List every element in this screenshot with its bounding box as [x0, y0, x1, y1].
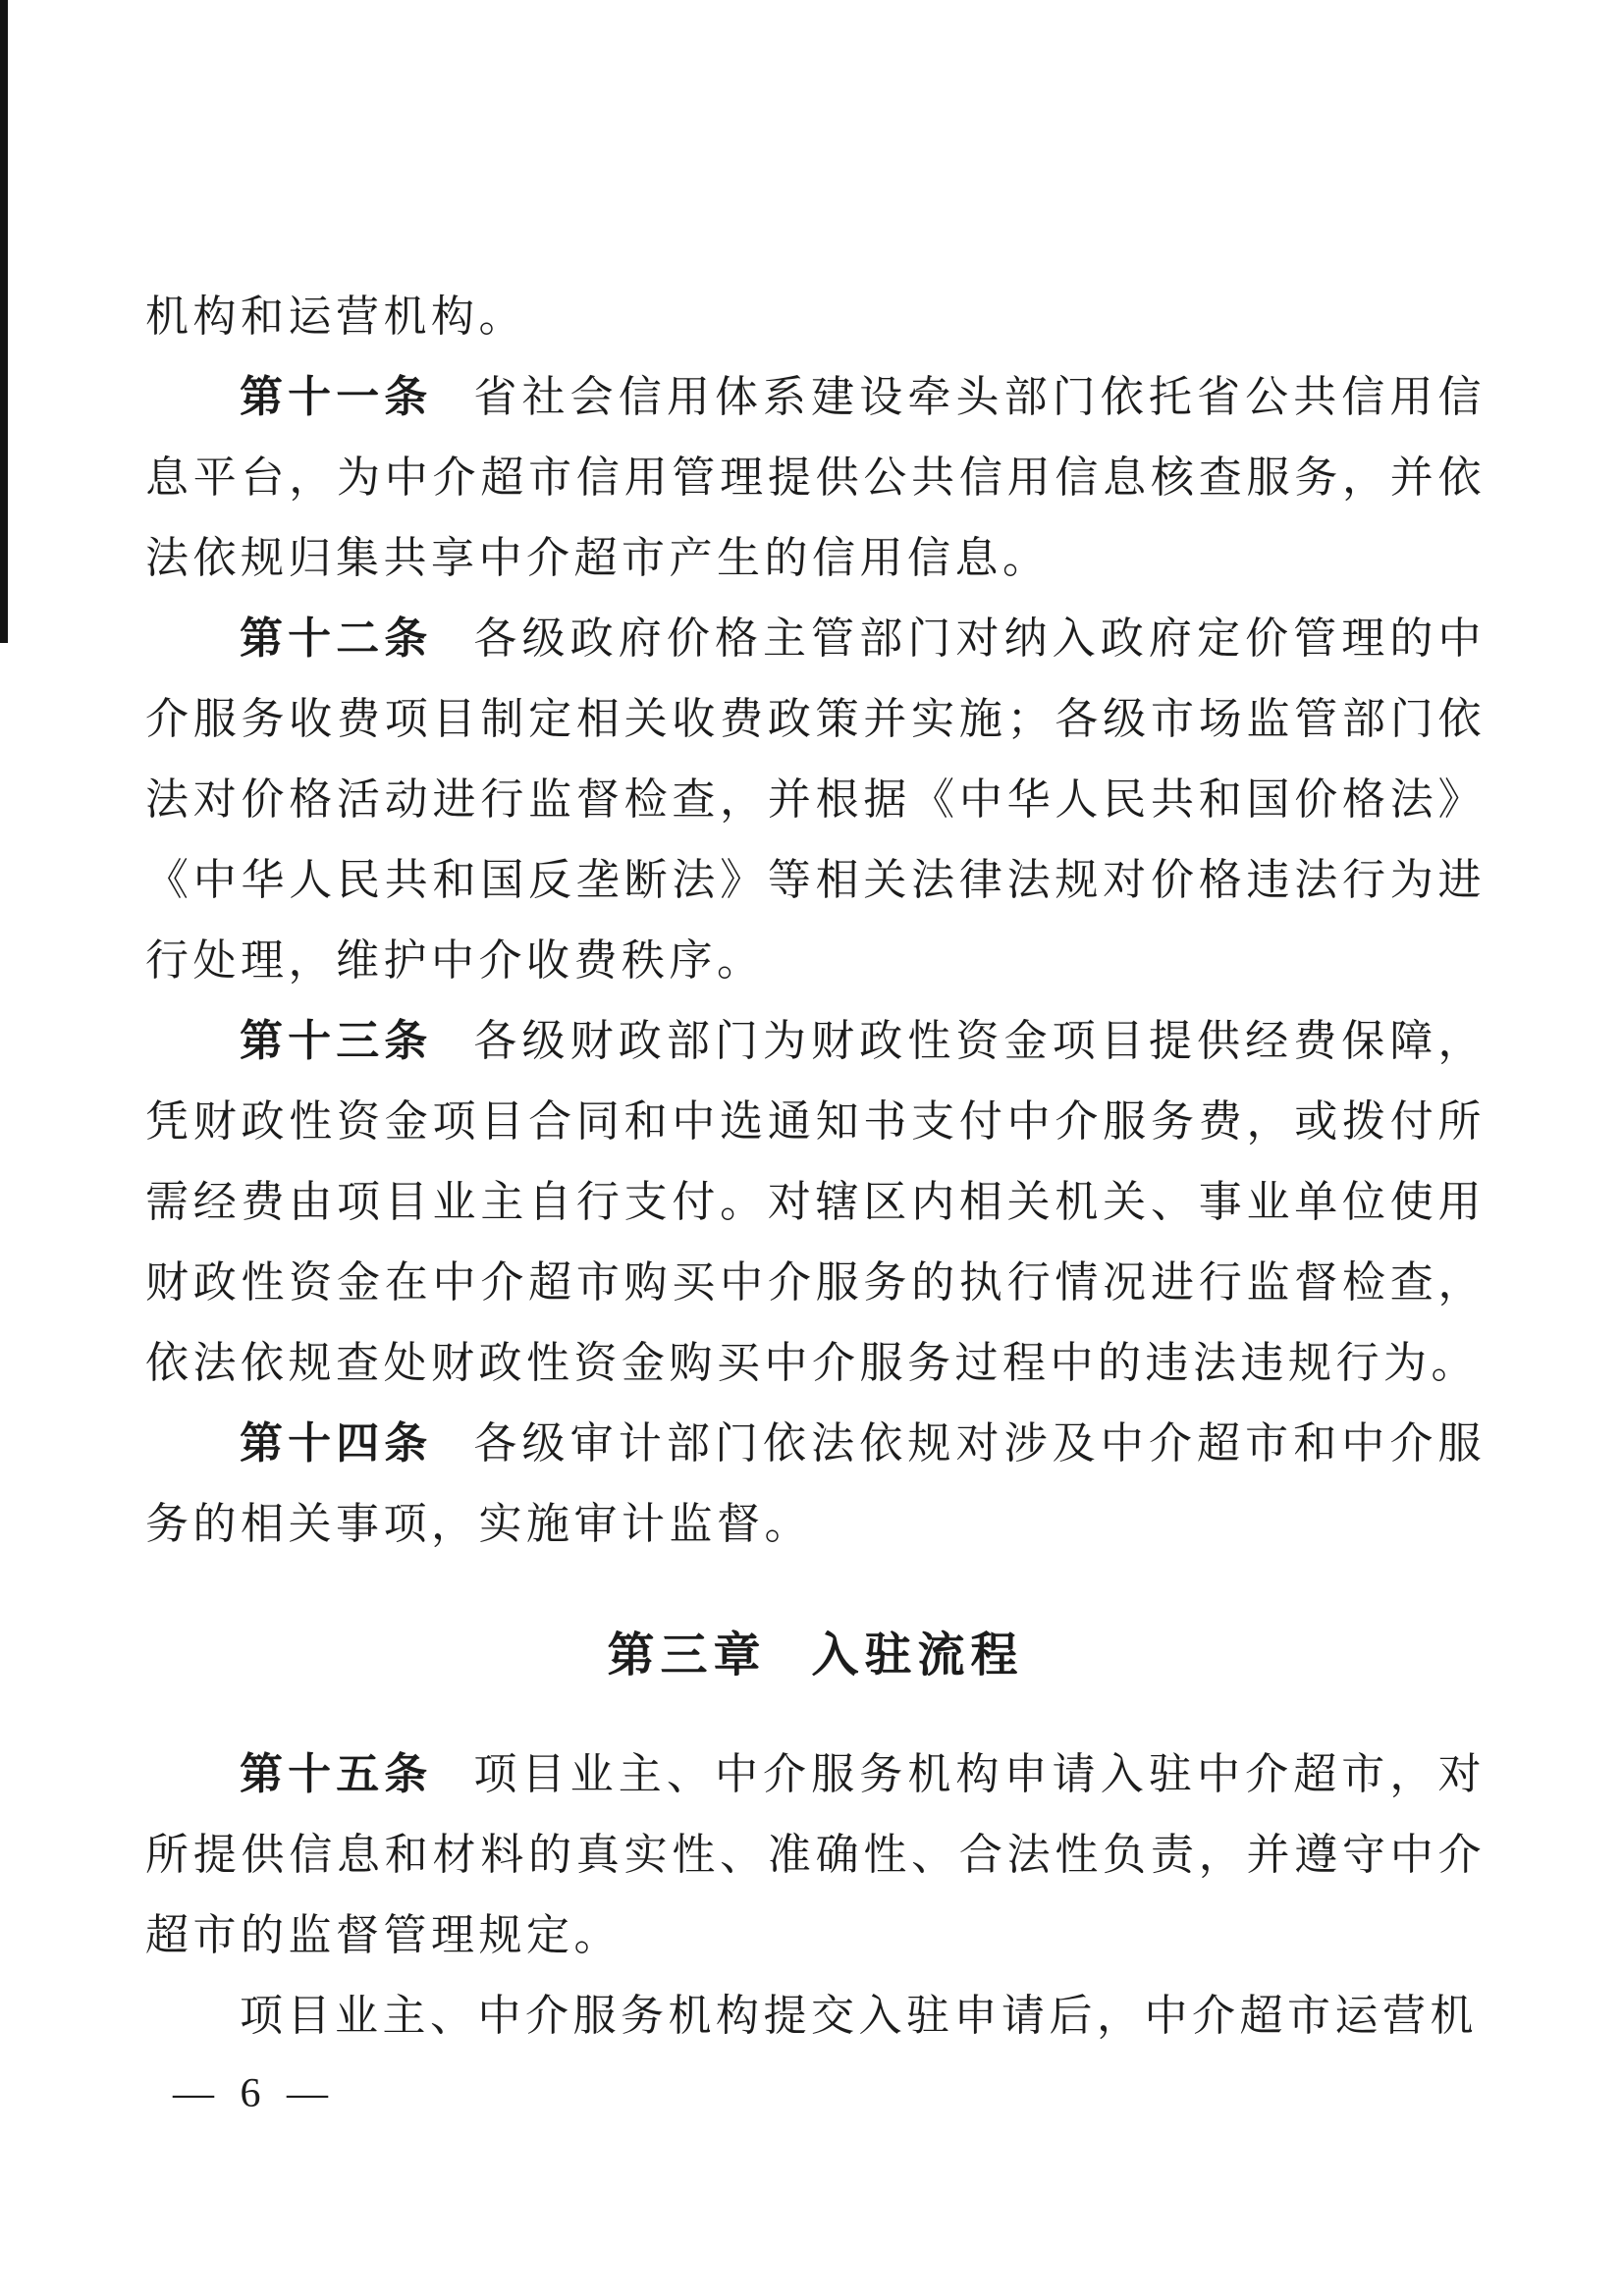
- article-number: 第十一条: [240, 373, 433, 421]
- continuation-text: 机构和运营机构。: [145, 293, 526, 341]
- article-text: 各级审计部门依法依规对涉及中介超市和中介服务的相关事项，实施审计监督。: [145, 1419, 1487, 1548]
- article-text: 省社会信用体系建设牵头部门依托省公共信用信息平台，为中介超市信用管理提供公共信用信息核查服务，并依法依规归集共享中介超市产生的信用信息。: [145, 373, 1487, 582]
- chapter-heading: [145, 1607, 1486, 1705]
- chapter-title: 入驻流程: [811, 1629, 1024, 1682]
- article-paragraph: [145, 1404, 1486, 1565]
- article-paragraph: [145, 1735, 1486, 1976]
- scan-edge-artifact: [0, 0, 8, 643]
- article-number: 第十四条: [240, 1419, 433, 1468]
- chapter-number: 第三章: [607, 1629, 767, 1682]
- trailing-text: 项目业主、中介服务机构提交入驻申请后，中介超市运营机: [240, 1992, 1478, 2040]
- article-paragraph: [145, 357, 1486, 599]
- article-paragraph: [145, 599, 1486, 1001]
- page-number-text: — 6 —: [173, 2071, 336, 2116]
- page-number: [173, 2064, 1486, 2123]
- article-paragraph: [145, 1001, 1486, 1404]
- continuation-paragraph: [145, 277, 1486, 357]
- article-text: 各级政府价格主管部门对纳入政府定价管理的中介服务收费项目制定相关收费政策并实施；各级市场监管部门依法对价格活动进行监督检查，并根据《中华人民共和国价格法》《中华人民共和国反垄断法》等相关法律法规对价格违法行为进行处理，维护中介收费秩序。: [145, 614, 1487, 985]
- trailing-paragraph: [145, 1976, 1486, 2056]
- article-number: 第十三条: [240, 1017, 433, 1065]
- article-text: 各级财政部门为财政性资金项目提供经费保障，凭财政性资金项目合同和中选通知书支付中介服务费，或拨付所需经费由项目业主自行支付。对辖区内相关机关、事业单位使用财政性资金在中介超市购买中介服务的执行情况进行监督检查，依法依规查处财政性资金购买中介服务过程中的违法违规行为。: [145, 1017, 1487, 1387]
- article-number: 第十五条: [240, 1750, 433, 1798]
- article-number: 第十二条: [240, 614, 433, 663]
- article-text: 项目业主、中介服务机构申请入驻中介超市，对所提供信息和材料的真实性、准确性、合法性负责，并遵守中介超市的监督管理规定。: [145, 1750, 1487, 1959]
